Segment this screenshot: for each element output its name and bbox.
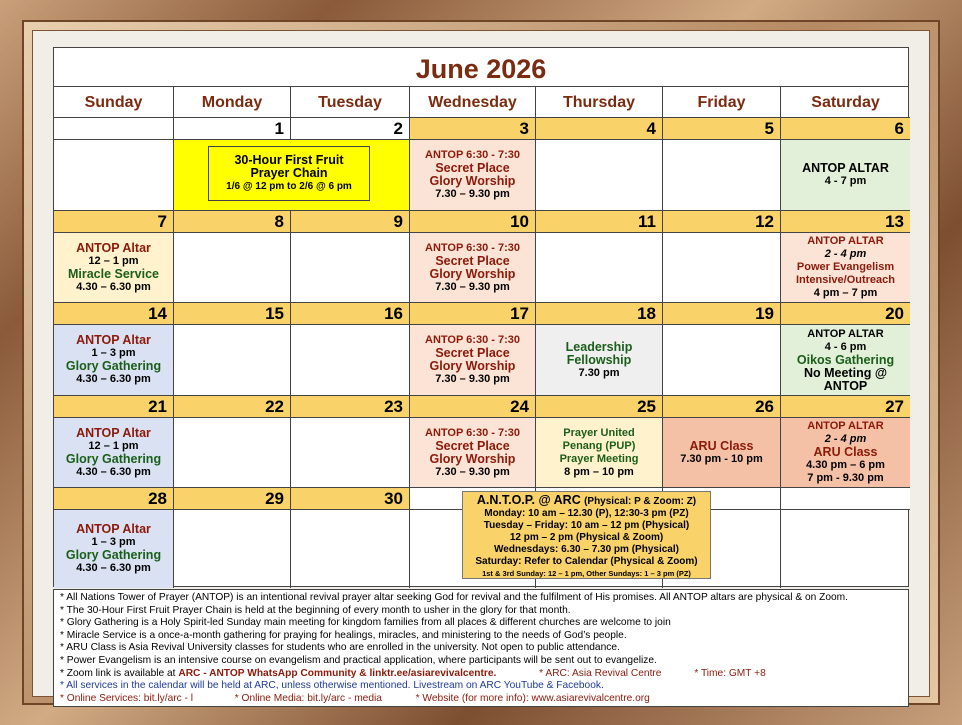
event-line: 4.30 – 6.30 pm: [76, 465, 151, 478]
day-header-tuesday: Tuesday: [291, 87, 410, 118]
event-line: Glory Worship: [429, 451, 516, 466]
day-cell: [410, 418, 536, 488]
arc-note: * ARC: Asia Revival Centre: [539, 667, 662, 679]
event-line: 4 pm – 7 pm: [813, 287, 878, 299]
event: [663, 418, 780, 487]
day-header-friday: Friday: [663, 87, 781, 118]
day-cell: [410, 140, 536, 211]
date-number: 25: [536, 396, 663, 418]
event-line: 4 - 7 pm: [824, 175, 867, 187]
event-line: ANTOP ALTAR: [807, 235, 884, 247]
event: [410, 418, 535, 487]
date-number: 13: [781, 211, 910, 233]
event-line: 1 – 3 pm: [91, 347, 136, 359]
day-cell: [54, 233, 174, 303]
date-number: 20: [781, 303, 910, 325]
day-cell: [663, 140, 781, 211]
note-miracle-service: * Miracle Service is a once-a-month gathering for praying for healings, miracles, and ministering to the needs of God’s people.: [60, 629, 627, 641]
day-header-monday: Monday: [174, 87, 291, 118]
event-line: 4.30 pm – 6 pm: [806, 459, 885, 471]
event-line: 2 - 4 pm: [824, 433, 867, 445]
date-number: 24: [410, 396, 536, 418]
event-line: 1/6 @ 12 pm to 2/6 @ 6 pm: [226, 181, 352, 192]
day-header-sunday: Sunday: [54, 87, 174, 118]
prayer-chain-box: [208, 146, 370, 201]
event-line: Glory Worship: [429, 174, 516, 188]
event: [536, 418, 662, 487]
date-number: 6: [781, 118, 910, 140]
day-cell: [536, 325, 663, 396]
event-line: ANTOP: [823, 378, 868, 393]
day-cell: [174, 325, 291, 396]
event-line: ARU Class: [689, 438, 754, 453]
event-line: Power Evangelism: [796, 261, 895, 273]
date-number: 17: [410, 303, 536, 325]
date-number: 12: [663, 211, 781, 233]
date-number: 16: [291, 303, 410, 325]
antop-schedule-note: (Physical: P & Zoom: Z): [584, 496, 697, 507]
event-line: ANTOP Altar: [76, 240, 151, 255]
day-cell: [781, 325, 910, 396]
event: [54, 510, 173, 588]
event-line: 12 – 1 pm: [88, 254, 139, 267]
event-line: Secret Place: [435, 253, 510, 268]
event-line: Prayer United: [563, 426, 635, 439]
event-line: ANTOP 6:30 - 7:30: [425, 334, 520, 346]
date-number: 2: [291, 118, 410, 140]
notes-box: [53, 589, 909, 707]
day-cell: [663, 325, 781, 396]
antop-schedule-line: 1st & 3rd Sunday: 12 – 1 pm, Other Sundays: 1 – 3 pm (PZ): [482, 569, 691, 578]
date-number: 19: [663, 303, 781, 325]
day-cell: [291, 233, 410, 303]
zoom-link[interactable]: ARC - ANTOP WhatsApp Community & linktr.ee/asiarevivalcentre.: [178, 667, 497, 679]
event-line: Leadership: [565, 339, 633, 354]
event-line: 7.30 – 9.30 pm: [435, 188, 510, 200]
antop-schedule-line: Wednesdays: 6.30 – 7.30 pm (Physical): [494, 544, 679, 555]
date-number: 7: [54, 211, 174, 233]
antop-schedule-line: Monday: 10 am – 12.30 (P), 12:30-3 pm (PZ): [484, 508, 689, 519]
event-line: Prayer Meeting: [559, 452, 639, 465]
event-line: 7.30 pm: [578, 366, 620, 379]
event-line: ANTOP Altar: [76, 522, 151, 536]
event-line: ANTOP Altar: [76, 333, 151, 347]
event: [781, 140, 910, 210]
event-line: Intensive/Outreach: [795, 274, 896, 286]
note-links: [60, 693, 902, 706]
online-services-link[interactable]: * Online Services: bit.ly/arc - l: [60, 692, 194, 704]
event: [536, 325, 662, 395]
event-line: ANTOP ALTAR: [807, 327, 884, 340]
date-number: [54, 118, 174, 140]
antop-schedule-line: Saturday: Refer to Calendar (Physical & Zoom): [475, 556, 698, 567]
calendar-title: June 2026: [54, 48, 908, 87]
event-line: Glory Gathering: [65, 359, 162, 373]
event-line: Secret Place: [435, 438, 510, 453]
date-number: 1: [174, 118, 291, 140]
event: [781, 233, 910, 302]
date-number: 15: [174, 303, 291, 325]
day-cell: [410, 325, 536, 396]
date-number: 14: [54, 303, 174, 325]
note-services: * All services in the calendar will be held at ARC, unless otherwise mentioned. Livestream on ARC YouTube & Facebook.: [60, 680, 604, 692]
day-cell: [781, 233, 910, 303]
day-cell: [536, 233, 663, 303]
day-cell: [54, 140, 174, 211]
date-number: 26: [663, 396, 781, 418]
day-cell: [781, 140, 910, 211]
event-line: 2 - 4 pm: [824, 248, 867, 260]
event-line: Miracle Service: [67, 266, 160, 281]
event-line: 7.30 pm - 10 pm: [680, 452, 763, 465]
note-antop: * All Nations Tower of Prayer (ANTOP) is an intentional revival prayer altar seeking God for revival and the fulfilment of His promises. All ANTOP altars are physical & on Zoom.: [60, 592, 848, 603]
day-cell: [291, 510, 410, 588]
event-line: Glory Gathering: [65, 451, 162, 466]
note-aru-class: * ARU Class is Asia Revival University classes for students who are enrolled in the university. Not open to public attendance.: [60, 642, 620, 654]
day-cell: [174, 233, 291, 303]
date-number: 4: [536, 118, 663, 140]
day-cell: [781, 510, 910, 588]
date-number: 23: [291, 396, 410, 418]
event-line: ANTOP 6:30 - 7:30: [425, 149, 520, 161]
date-number: 30: [291, 488, 410, 510]
event: [781, 418, 910, 487]
event-line: 12 – 1 pm: [88, 439, 139, 452]
event-line: No Meeting @: [803, 365, 888, 380]
date-number: 18: [536, 303, 663, 325]
event-line: ARU Class: [813, 445, 878, 459]
note-power-evangelism: * Power Evangelism is an intensive course on evangelism and practical application, where participants will be sent out to evangelize.: [60, 654, 657, 666]
event-line: 8 pm – 10 pm: [564, 465, 634, 478]
date-number: [781, 488, 910, 510]
date-number: 11: [536, 211, 663, 233]
note-glory-gathering: * Glory Gathering is a Holy Spirit-led Sunday main meeting for kingdom families from all places & different churches are welcome to join: [60, 617, 671, 629]
date-number: 29: [174, 488, 291, 510]
event-line: ANTOP Altar: [76, 425, 151, 440]
day-cell: [536, 418, 663, 488]
website-link[interactable]: * Website (for more info): www.asiarevivalcentre.org: [415, 692, 650, 704]
event-line: ANTOP ALTAR: [807, 420, 884, 432]
date-number: 27: [781, 396, 910, 418]
day-cell: [291, 418, 410, 488]
antop-schedule-box: [462, 491, 711, 579]
event-line: Secret Place: [435, 346, 510, 360]
event-line: 4 - 6 pm: [824, 340, 867, 353]
event-line: 4.30 – 6.30 pm: [76, 280, 151, 293]
antop-schedule-line: Tuesday – Friday: 10 am – 12 pm (Physical): [483, 520, 690, 531]
online-media-link[interactable]: * Online Media: bit.ly/arc - media: [234, 692, 382, 704]
prayer-chain-event: [174, 140, 410, 211]
event-line: Secret Place: [435, 161, 510, 175]
date-number: 8: [174, 211, 291, 233]
day-cell: [291, 325, 410, 396]
day-cell: [54, 510, 174, 588]
date-number: 22: [174, 396, 291, 418]
day-cell: [174, 510, 291, 588]
event-line: Prayer Chain: [250, 166, 328, 180]
event-line: Glory Worship: [429, 266, 516, 281]
event: [54, 418, 173, 487]
date-number: 28: [54, 488, 174, 510]
day-header-saturday: Saturday: [781, 87, 910, 118]
date-number: 5: [663, 118, 781, 140]
date-number: 9: [291, 211, 410, 233]
day-cell: [663, 418, 781, 488]
event-line: Glory Gathering: [65, 548, 162, 562]
date-number: 10: [410, 211, 536, 233]
day-cell: [781, 418, 910, 488]
day-cell: [410, 233, 536, 303]
event: [54, 325, 173, 395]
event: [410, 233, 535, 302]
event: [54, 233, 173, 302]
day-header-thursday: Thursday: [536, 87, 663, 118]
event-line: 4.30 – 6.30 pm: [76, 373, 151, 385]
event-line: 7 pm - 9.30 pm: [807, 472, 884, 484]
time-note: * Time: GMT +8: [694, 667, 766, 679]
event-line: Penang (PUP): [562, 439, 636, 452]
event-line: Fellowship: [566, 352, 632, 367]
day-cell: [174, 418, 291, 488]
antop-schedule-line: 12 pm – 2 pm (Physical & Zoom): [509, 532, 664, 543]
event-line: 1 – 3 pm: [91, 536, 136, 548]
antop-schedule-title: A.N.T.O.P. @ ARC: [476, 493, 581, 507]
event-line: 4.30 – 6.30 pm: [76, 562, 151, 574]
date-number: 21: [54, 396, 174, 418]
event-line: 7.30 – 9.30 pm: [435, 465, 510, 478]
event: [410, 140, 535, 210]
note-prayer-chain: * The 30-Hour First Fruit Prayer Chain is held at the beginning of every month to usher in the glory for that month.: [60, 604, 571, 616]
event-line: ANTOP 6:30 - 7:30: [425, 241, 520, 254]
event-line: Glory Worship: [429, 359, 516, 373]
event-line: 30-Hour First Fruit: [234, 153, 344, 167]
day-cell: [54, 325, 174, 396]
day-cell: [536, 140, 663, 211]
note-zoom: * Zoom link is available at ARC - ANTOP WhatsApp Community & linktr.ee/asiarevivalcentre. * ARC: Asia Revival Centre * Time: GMT +8: [60, 667, 766, 679]
event-line: 7.30 – 9.30 pm: [435, 373, 510, 385]
day-cell: [663, 233, 781, 303]
day-header-wednesday: Wednesday: [410, 87, 536, 118]
event: [410, 325, 535, 395]
event-line: ANTOP ALTAR: [802, 161, 889, 175]
event: [781, 325, 910, 395]
day-cell: [54, 418, 174, 488]
event-line: ANTOP 6:30 - 7:30: [425, 426, 520, 439]
event-line: Oikos Gathering: [796, 352, 895, 367]
event-line: 7.30 – 9.30 pm: [435, 280, 510, 293]
date-number: 3: [410, 118, 536, 140]
